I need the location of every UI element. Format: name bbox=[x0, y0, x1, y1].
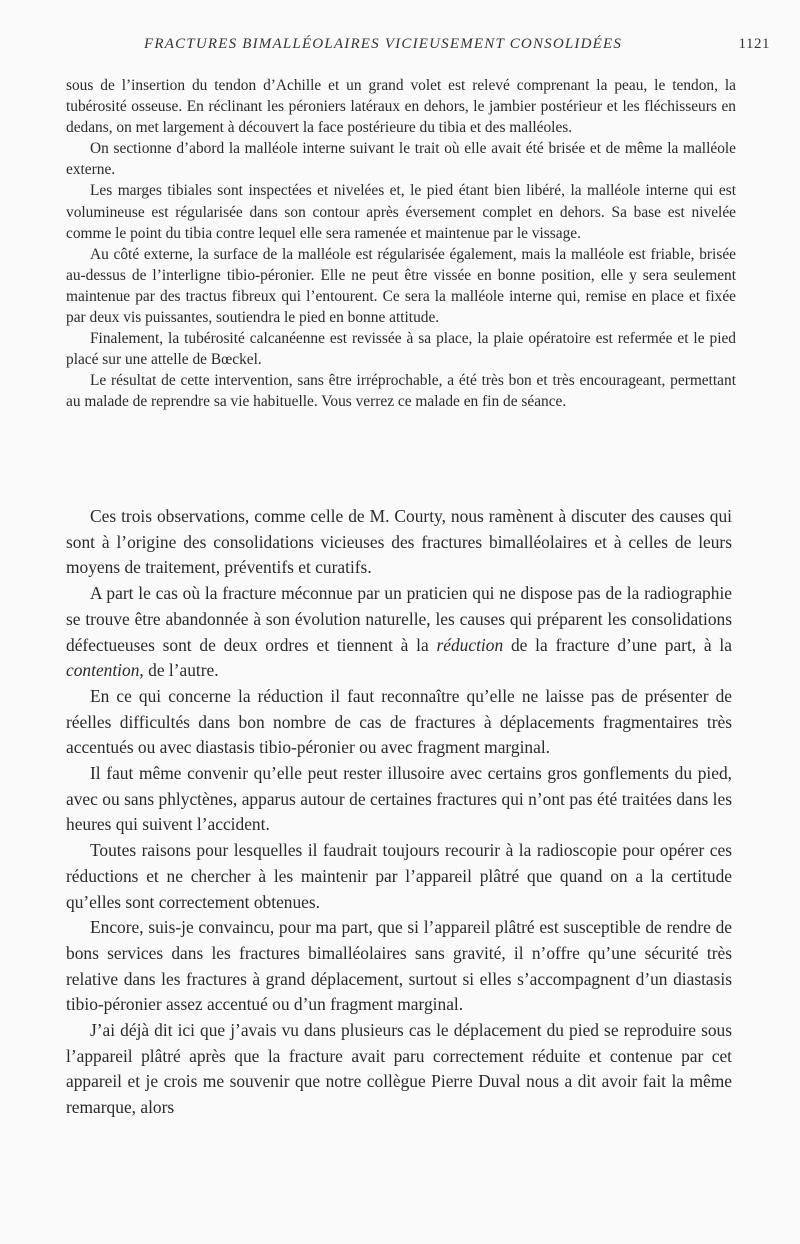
running-title: FRACTURES BIMALLÉOLAIRES VICIEUSEMENT CONSOLIDÉES bbox=[144, 36, 623, 52]
page-number: 1121 bbox=[738, 36, 770, 52]
paragraph: On sectionne d’abord la malléole interne suivant le trait où elle avait été brisée et de même la malléole externe. bbox=[66, 140, 736, 179]
paragraph-with-emphasis bbox=[66, 581, 732, 684]
paragraph: Les marges tibiales sont inspectées et nivelées et, le pied étant bien libéré, la malléole interne qui est volumineuse est régularisée dans son contour après éversement complet en dehors. Sa base est nivelée comme le point du tibia contre lequel elle sera ramenée et maintenue par le vissage. bbox=[66, 182, 736, 242]
case-report-text bbox=[66, 75, 736, 413]
running-header bbox=[66, 36, 770, 58]
paragraph: sous de l’insertion du tendon d’Achille et un grand volet est relevé comprenant la peau, le tendon, la tubérosité osseuse. En réclinant les péroniers latéraux en dehors, le jambier postérieur et les fléchisseurs en dedans, on met largement à découvert la face postérieure du tibia et des malléoles. bbox=[66, 77, 736, 137]
paragraph: Il faut même convenir qu’elle peut rester illusoire avec certains gros gonflements du pied, avec ou sans phlyctènes, apparus autour de certaines fractures qui n’ont pas été traitées dans les heures qui suivent l’accident. bbox=[66, 763, 732, 835]
text-run: A part le cas où la fracture méconnue par un praticien qui ne dispose pas de la radiographie se trouve être abandonnée à son évolution naturelle, les causes qui préparent les consolidations défectueuses sont de deux ordres et tiennent à la bbox=[66, 583, 732, 655]
paragraph: Toutes raisons pour lesquelles il faudrait toujours recourir à la radioscopie pour opérer ces réductions et ne chercher à les maintenir par l’appareil plâtré que quand on a la certitude qu’elles sont correctement obtenues. bbox=[66, 840, 732, 912]
emphasis-reduction: réduction bbox=[436, 634, 504, 655]
paragraph: En ce qui concerne la réduction il faut reconnaître qu’elle ne laisse pas de présenter de réelles difficultés dans bon nombre de cas de fractures à déplacements fragmentaires très accentués ou avec diastasis tibio-péronier ou avec fragment marginal. bbox=[66, 685, 732, 758]
paragraph: Le résultat de cette intervention, sans être irréprochable, a été très bon et très encourageant, permettant au malade de reprendre sa vie habituelle. Vous verrez ce malade en fin de séance. bbox=[66, 372, 736, 411]
emphasis-contention: contention bbox=[66, 660, 140, 681]
text-run: de la fracture d’une part, à la bbox=[503, 634, 732, 655]
discussion-text bbox=[66, 504, 732, 1121]
paragraph: Encore, suis-je convaincu, pour ma part, que si l’appareil plâtré est susceptible de rendre de bons services dans les fractures bimalléolaires sans gravité, il n’offre qu’une sécurité très relative dans les fractures à grand déplacement, surtout si elles s’accompagnent d’un diastasis tibio-péronier assez accentué ou d’un fragment marginal. bbox=[66, 917, 732, 1015]
paragraph: Ces trois observations, comme celle de M. Courty, nous ramènent à discuter des causes qui sont à l’origine des consolidations vicieuses des fractures bimalléolaires et à celles de leurs moyens de traitement, préventifs et curatifs. bbox=[66, 506, 732, 578]
paragraph: Au côté externe, la surface de la malléole est régularisée également, mais la malléole est friable, brisée au-dessus de l’interligne tibio-péronier. Elle ne peut être vissée en bonne position, elle y sera seulement maintenue par des tractus fibreux qui l’entourent. Ce sera la malléole interne qui, remise en place et fixée par deux vis puissantes, soutiendra le pied en bonne attitude. bbox=[66, 245, 736, 327]
paragraph: Finalement, la tubérosité calcanéenne est revissée à sa place, la plaie opératoire est refermée et le pied placé sur une attelle de Bœckel. bbox=[66, 330, 736, 369]
text-run: , de l’autre. bbox=[139, 660, 219, 681]
paragraph: J’ai déjà dit ici que j’avais vu dans plusieurs cas le déplacement du pied se reproduire sous l’appareil plâtré après que la fracture avait paru correctement réduite et contenue par cet appareil et je crois me souvenir que notre collègue Pierre Duval nous a dit avoir fait la même remarque, alors bbox=[66, 1020, 732, 1118]
